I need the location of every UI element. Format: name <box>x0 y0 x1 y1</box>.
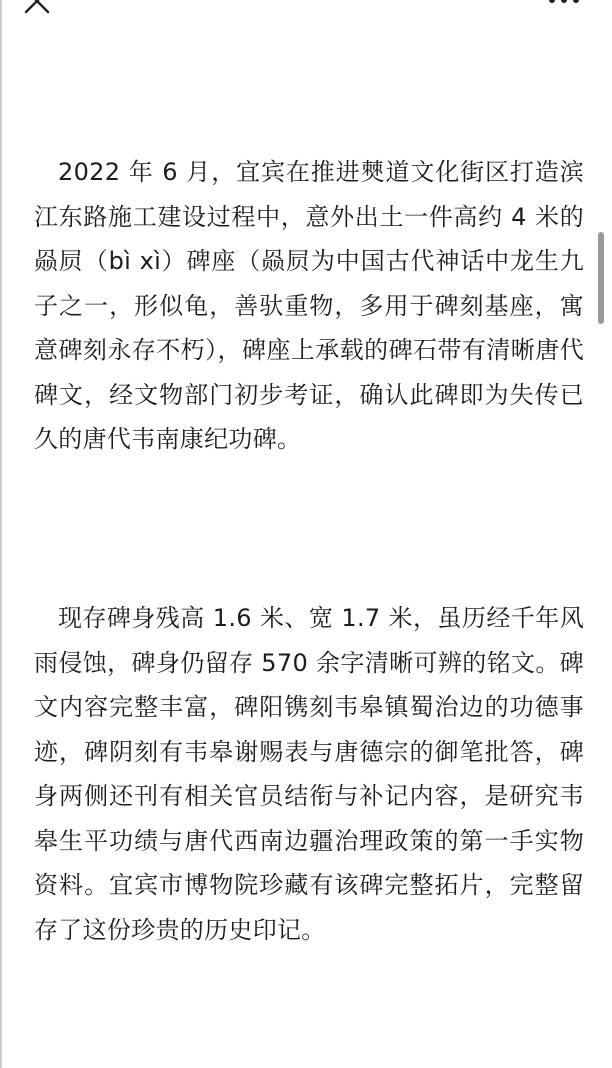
more-icon <box>544 0 584 8</box>
more-button[interactable] <box>544 0 584 8</box>
article-paragraph: 2022 年 6 月，宜宾在推进僰道文化街区打造滨江东路施工建设过程中，意外出土一件高约 4 米的赑屃（bì xì）碑座（赑屃为中国古代神话中龙生九子之一，形似龟，善驮重物，多用于碑刻基座，寓意碑刻永存不朽），碑座上承载的碑石带有清晰唐代碑文，经文物部门初步考证，确认此碑即为失传已久的唐代韦南康纪功碑。 <box>34 158 584 453</box>
window-edge <box>0 0 2 1068</box>
article-paragraph: 现存碑身残高 1.6 米、宽 1.7 米，虽历经千年风雨侵蚀，碑身仍留存 570 余字清晰可辨的铭文。碑文内容完整丰富，碑阳镌刻韦皋镇蜀治边的功德事迹，碑阴刻有韦皋谢赐表与唐德宗的御笔批答，碑身两侧还刊有相关官员结衔与补记内容，是研究韦皋生平功绩与唐代西南边疆治理政策的第一手实物资料。宜宾市博物院珍藏有该碑完整拓片，完整留存了这份珍贵的历史印记。 <box>34 604 584 944</box>
top-toolbar <box>0 0 612 20</box>
scrollbar-thumb[interactable] <box>598 232 604 324</box>
close-button[interactable] <box>22 0 52 16</box>
close-icon <box>22 0 52 16</box>
